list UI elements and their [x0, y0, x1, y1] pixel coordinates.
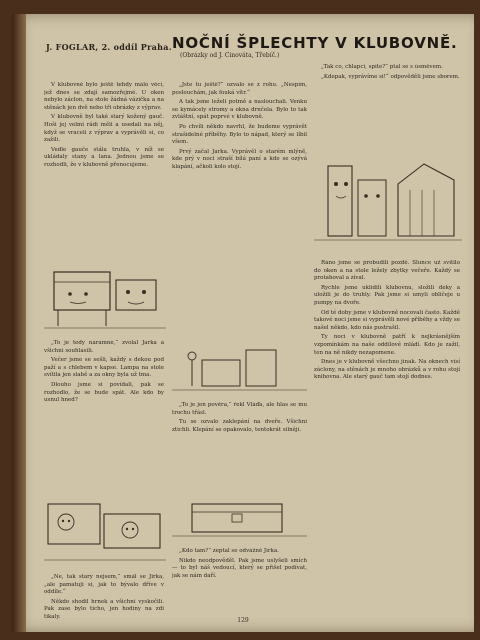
column-3-block-1 [314, 64, 460, 140]
column-1-block-2 [44, 340, 164, 476]
paragraph: Ty noci v klubovně patří k nejkrásnějším vzpomínkám na naše oddílové mládí. Kdo je zažil, ten na ně nikdy nezapomene. [314, 334, 460, 356]
paragraph: Prvý začal Jarka. Vyprávěl o starém mlýně, kde prý v noci straší bílá paní a kde se ozývá klapání, ačkoli kolo stojí. [172, 148, 307, 170]
paragraph: „Kdo tam?“ zeptal se odvážně Jirka. [179, 548, 279, 554]
paragraph: „Kdepak, vyprávíme si!“ odpověděli jsme sborem. [321, 73, 460, 80]
illustration-beds-with-faces [44, 484, 166, 568]
column-2-block-1 [172, 82, 307, 332]
illustration-trunk [172, 492, 307, 542]
paragraph: Dnes je v klubovně všechno jinak. Na oknech visí záclony, na stěnách je mnoho obrázků a v rohu stojí knihovna. Ale starý gauč tam stojí dodnes. [314, 359, 460, 381]
illustration-lamp-and-box [172, 340, 307, 396]
sketch-beds [44, 484, 166, 568]
article-author: J. FOGLAR, 2. oddíl Praha. [46, 42, 172, 52]
paragraph: Rychle jsme uklidili klubovnu, složili deky a uložili je do truhly. Pak jsme si umyli obličeje u pumpy na dvoře. [314, 284, 460, 306]
sketch-lamp [172, 340, 307, 396]
article-title: NOČNÍ ŠPLECHTY V KLUBOVNĚ. [172, 34, 458, 52]
illustration-table-with-faces [44, 256, 166, 334]
paragraph: Nikdo neodpověděl. Pak jsme uslyšeli smích — to byl náš vedoucí, který se přišel podívat, jak se nám daří. [172, 557, 307, 579]
paragraph: „To je jen pověra,“ řekl Vláďa, ale hlas se mu trochu třásl. [172, 402, 307, 416]
sketch-table [44, 256, 166, 334]
paragraph: Od té doby jsme v klubovně nocovali často. Každé takové noci jsme si vyprávěli nové příběhy a vždy se našel někdo, kdo nás postrašil. [314, 309, 460, 331]
paragraph: Dlouho jsme si povídali, pak se rozhodlo, že se bude spát. Ale kdo by usnul hned? [44, 381, 164, 404]
illustration-totem-and-hut [314, 144, 462, 254]
paragraph: Po chvíli někdo navrhl, že budeme vyprávět strašidelné příběhy. Bylo to nápad, který se líbil všem. [172, 123, 307, 146]
paragraph: V klubovně bylo ještě tehdy málo věcí, jež dnes se zdají samozřejmé. U oken nebylo záclon, na stole žádná vázička a na stěnách jen dvě nebo tři obrázky z výprav. [44, 82, 164, 111]
paragraph: Večer jsme se sešli, každý s dekou pod paží a s chlebem v kapse. Lampa na stole svítila jen slabě a za okny byla už tma. [44, 357, 164, 379]
column-3-block-2 [314, 260, 460, 620]
sketch-trunk [172, 492, 307, 542]
paragraph: Ráno jsme se probudili pozdě. Slunce už svítilo do oken a na stole ležely zbytky večeře. Každý se protahoval a zíval. [314, 260, 460, 282]
column-2-block-2 [172, 402, 307, 486]
column-1-block-3 [44, 574, 164, 620]
page-number: 129 [237, 617, 249, 624]
paragraph: V klubovně byl také starý kožený gauč. Hoši jej velmi rádi měli a usedali na něj, když se vraceli z výprav a vyprávěli si, co zažili. [44, 114, 164, 144]
illustration-credit: (Obrázky od J. Cinováta, Třebíč.) [180, 52, 280, 59]
column-1-block-1 [44, 82, 164, 246]
paragraph: Někdo shodil hrnek a všichni vyskočili. Pak zase bylo ticho, jen hodiny na zdi tikaly. [44, 598, 164, 620]
paragraph: Tu se ozvalo zaklepání na dveře. Všichni ztichli. Klepání se opakovalo, tentokrát silněji. [172, 419, 307, 433]
paragraph: „To je tedy náramné,“ zvolal Jarka a všichni souhlasili. [44, 340, 164, 354]
binding-spine [12, 14, 26, 632]
paragraph: „Ne, tak starý nejsem,“ smál se Jirka, „ale pamatuji si, jak to bývalo dříve v oddíle.“ [44, 574, 164, 596]
column-2-block-3 [172, 548, 307, 620]
paragraph: Vedle gauče stála truhla, v níž se ukládaly stany a lana. Jednou jsme se rozhodli, že v klubovně přenocujeme. [44, 146, 164, 168]
paragraph: A tak jsme leželi potmě a naslouchali. Venku se kymácely stromy a okna drnčela. Bylo to tak zvláštní, spát poprvé v klubovně. [172, 99, 307, 121]
sketch-totem [314, 144, 462, 254]
paragraph: „Tak co, chlapci, spíte?“ ptal se s úsměvem. [321, 64, 443, 70]
magazine-page [12, 14, 474, 632]
paragraph: „Jste tu ještě?“ ozvalo se z rohu. „Nespím, poslouchám, jak fouká vítr.“ [172, 82, 307, 96]
